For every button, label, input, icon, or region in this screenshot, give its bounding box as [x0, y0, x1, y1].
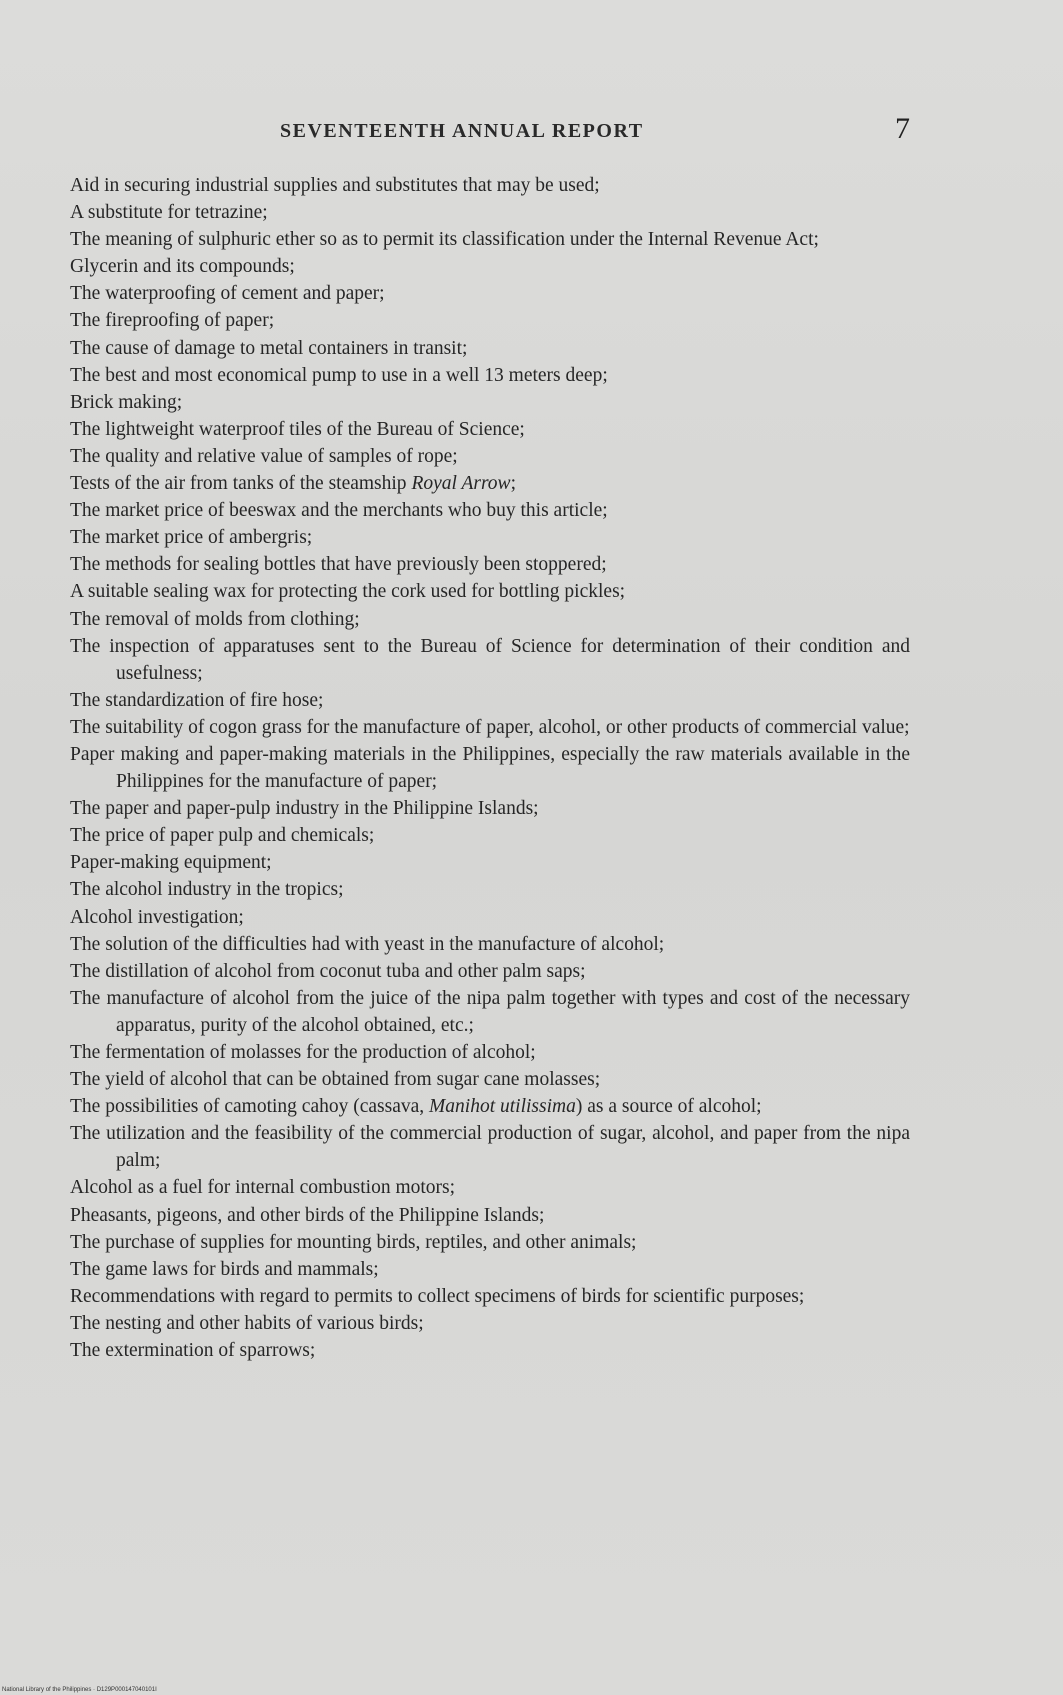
- list-item: The game laws for birds and mammals;: [70, 1258, 379, 1280]
- list-item: Recommendations with regard to permits to collect specimens of birds for scientific purposes;: [70, 1285, 805, 1307]
- list-item: The suitability of cogon grass for the manufacture of paper, alcohol, or other products of commercial value;: [70, 716, 910, 738]
- list-item: The removal of molds from clothing;: [70, 608, 360, 630]
- list-item: The utilization and the feasibility of the commercial production of sugar, alcohol, and paper from the nipa palm;: [70, 1123, 910, 1172]
- list-item: The waterproofing of cement and paper;: [70, 283, 385, 305]
- list-item: Paper making and paper-making materials in the Philippines, especially the raw materials available in the Philippines for the manufacture of paper;: [70, 743, 910, 793]
- list-item: Pheasants, pigeons, and other birds of the Philippine Islands;: [70, 1204, 545, 1226]
- list-item: The fireproofing of paper;: [70, 310, 275, 332]
- inquiry-list: [70, 172, 910, 1364]
- page-number: 7: [895, 112, 910, 145]
- list-item: A substitute for tetrazine;: [70, 202, 268, 224]
- list-item: The nesting and other habits of various birds;: [70, 1312, 424, 1334]
- list-item: The manufacture of alcohol from the juice of the nipa palm together with types and cost of the necessary apparatus, purity of the alcohol obtained, etc.;: [70, 987, 910, 1036]
- list-item: The price of paper pulp and chemicals;: [70, 825, 375, 847]
- list-item: A suitable sealing wax for protecting the cork used for bottling pickles;: [70, 581, 626, 603]
- list-item: The best and most economical pump to use in a well 13 meters deep;: [70, 364, 608, 386]
- list-item: Alcohol investigation;: [70, 906, 244, 928]
- list-item: The quality and relative value of samples of rope;: [70, 445, 458, 467]
- list-item: Alcohol as a fuel for internal combustion motors;: [70, 1177, 456, 1199]
- list-item: The lightweight waterproof tiles of the Bureau of Science;: [70, 418, 525, 440]
- list-item: Paper-making equipment;: [70, 852, 272, 874]
- list-item: The meaning of sulphuric ether so as to permit its classification under the Internal Revenue Act;: [70, 229, 819, 251]
- list-item: The market price of ambergris;: [70, 527, 313, 549]
- list-item: Tests of the air from tanks of the steamship Royal Arrow;: [70, 473, 516, 495]
- list-item: The paper and paper-pulp industry in the Philippine Islands;: [70, 798, 539, 820]
- archive-footer: National Library of the Philippines · D129P000147040101I: [2, 1687, 157, 1693]
- running-title: SEVENTEENTH ANNUAL REPORT: [280, 120, 644, 142]
- list-item: The fermentation of molasses for the production of alcohol;: [70, 1042, 536, 1063]
- list-item: The purchase of supplies for mounting birds, reptiles, and other animals;: [70, 1231, 637, 1253]
- list-item: Glycerin and its compounds;: [70, 256, 295, 278]
- list-item: The solution of the difficulties had with yeast in the manufacture of alcohol;: [70, 933, 665, 955]
- list-item: The inspection of apparatuses sent to the Bureau of Science for determination of their condition and usefulness;: [70, 635, 910, 684]
- list-item: The methods for sealing bottles that have previously been stoppered;: [70, 554, 607, 576]
- list-item: The alcohol industry in the tropics;: [70, 879, 344, 901]
- page-header: [70, 112, 910, 152]
- list-item: The extermination of sparrows;: [70, 1340, 316, 1362]
- list-item: Brick making;: [70, 391, 183, 413]
- list-item: Aid in securing industrial supplies and substitutes that may be used;: [70, 175, 600, 196]
- list-item: The distillation of alcohol from coconut tuba and other palm saps;: [70, 960, 586, 982]
- list-item: The possibilities of camoting cahoy (cassava, Manihot utilissima) as a source of alcohol;: [70, 1096, 762, 1118]
- list-item: The cause of damage to metal containers in transit;: [70, 337, 468, 359]
- list-item: The standardization of fire hose;: [70, 689, 324, 711]
- list-item: The market price of beeswax and the merchants who buy this article;: [70, 500, 608, 522]
- list-item: The yield of alcohol that can be obtained from sugar cane molasses;: [70, 1069, 601, 1091]
